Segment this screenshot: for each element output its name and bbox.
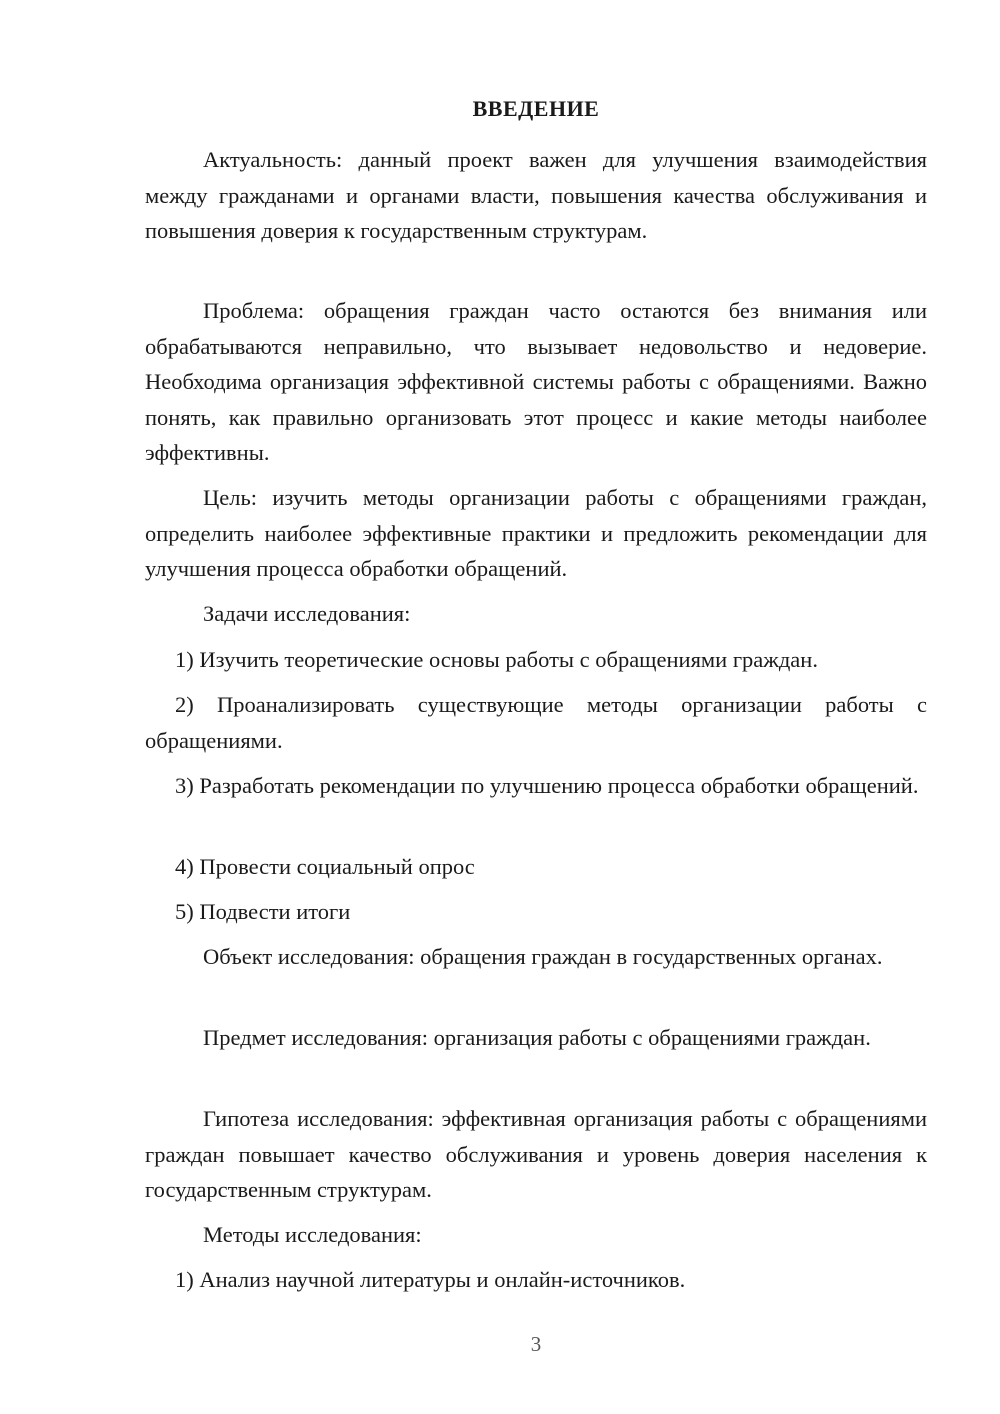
method-item-1: 1) Анализ научной литературы и онлайн-источников. xyxy=(175,1267,686,1292)
relevance-paragraph: Актуальность: данный проект важен для улучшения взаимодействия между гражданами и органами власти, повышения качества обслуживания и повышения доверия к государственным структурам. xyxy=(145,147,927,243)
goal-paragraph: Цель: изучить методы организации работы с обращениями граждан, определить наиболее эффективные практики и предложить рекомендации для улучшения процесса обработки обращений. xyxy=(145,485,927,581)
section-heading: ВВЕДЕНИЕ xyxy=(472,96,600,121)
task-item-4: 4) Провести социальный опрос xyxy=(175,854,475,879)
task-item-2: 2) Проанализировать существующие методы организации работы с обращениями. xyxy=(145,692,927,753)
tasks-title: Задачи исследования: xyxy=(203,601,411,626)
page-number: 3 xyxy=(530,1332,542,1356)
subject-paragraph: Предмет исследования: организация работы с обращениями граждан. xyxy=(203,1025,871,1050)
task-item-3: 3) Разработать рекомендации по улучшению процесса обработки обращений. xyxy=(175,773,919,798)
hypothesis-paragraph: Гипотеза исследования: эффективная организация работы с обращениями граждан повышает качество обслуживания и уровень доверия населения к государственным структурам. xyxy=(145,1106,927,1202)
problem-paragraph: Проблема: обращения граждан часто остаются без внимания или обрабатываются неправильно, что вызывает недовольство и недоверие. Необходима организация эффективной системы работы с обращениями. Важно понять, как правильно организовать этот процесс и какие методы наиболее эффективны. xyxy=(145,298,927,465)
task-item-1: 1) Изучить теоретические основы работы с обращениями граждан. xyxy=(175,647,818,672)
object-paragraph: Объект исследования: обращения граждан в государственных органах. xyxy=(203,944,883,969)
methods-title: Методы исследования: xyxy=(203,1222,422,1247)
task-item-5: 5) Подвести итоги xyxy=(175,899,351,924)
